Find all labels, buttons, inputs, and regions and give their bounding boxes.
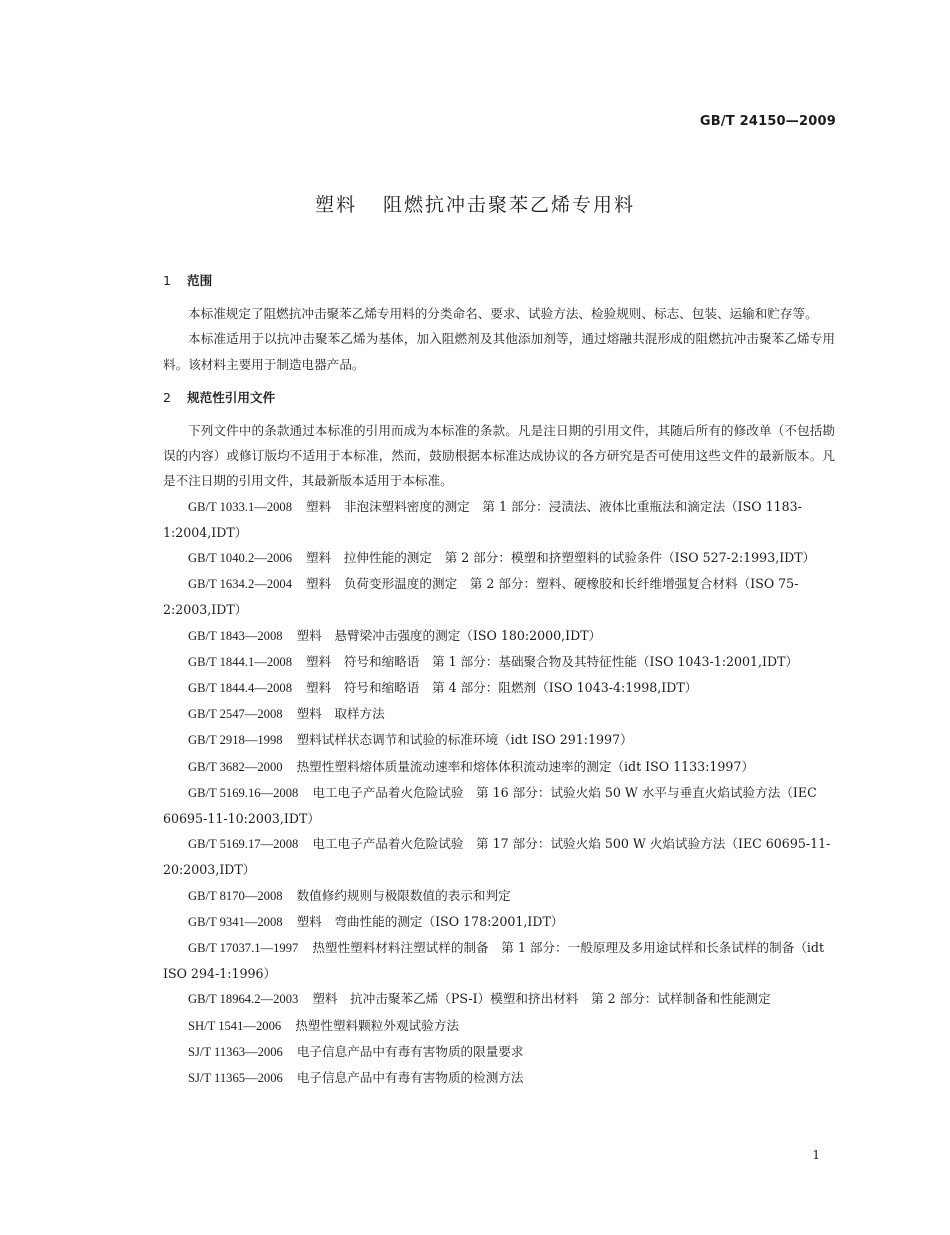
reference-item xyxy=(163,675,835,701)
reference-code: GB/T 1844.4—2008 xyxy=(188,681,293,696)
title-part-2: 阻燃抗冲击聚苯乙烯专用料 xyxy=(383,194,636,216)
reference-title: 塑料 弯曲性能的测定（ISO 178:2001,IDT） xyxy=(296,913,564,929)
reference-code: GB/T 5169.16—2008 xyxy=(188,785,299,800)
section-1-number: 1 xyxy=(163,273,172,288)
reference-item xyxy=(163,571,835,622)
title-part-1: 塑料 xyxy=(314,194,357,216)
reference-item xyxy=(163,701,835,727)
reference-title: 数值修约规则与极限数值的表示和判定 xyxy=(296,887,511,903)
reference-item xyxy=(163,1039,835,1065)
reference-code: GB/T 3682—2000 xyxy=(188,759,283,774)
document-body xyxy=(163,268,835,1091)
section-1-body xyxy=(163,301,835,377)
reference-item xyxy=(163,1013,835,1039)
reference-code: SJ/T 11365—2006 xyxy=(188,1071,283,1086)
reference-item xyxy=(163,935,835,986)
reference-item xyxy=(163,1065,835,1091)
standard-number: GB/T 24150—2009 xyxy=(699,114,836,129)
reference-title: 电工电子产品着火危险试验 第 17 部分：试验火焰 500 W 火焰试验方法（IEC 60695-11-20:2003,IDT） xyxy=(163,836,831,878)
section-2-intro: 下列文件中的条款通过本标准的引用而成为本标准的条款。凡是注日期的引用文件，其随后所有的修改单（不包括勘误的内容）或修订版均不适用于本标准，然而，鼓励根据本标准达成协议的各方研究是否可使用这些文件的最新版本。凡是不注日期的引用文件，其最新版本适用于本标准。 xyxy=(163,423,835,489)
reference-code: GB/T 9341—2008 xyxy=(188,914,283,929)
reference-item xyxy=(163,780,835,831)
section-2-title: 规范性引用文件 xyxy=(187,389,276,405)
reference-title: 电子信息产品中有毒有害物质的限量要求 xyxy=(296,1043,524,1059)
reference-code: GB/T 18964.2—2003 xyxy=(188,992,299,1007)
section-2-body xyxy=(163,418,835,1091)
reference-code: GB/T 1843—2008 xyxy=(188,628,283,643)
reference-code: GB/T 2547—2008 xyxy=(188,707,283,722)
reference-item xyxy=(163,754,835,780)
reference-code: SJ/T 11363—2006 xyxy=(188,1044,283,1059)
reference-title: 塑料 拉伸性能的测定 第 2 部分：模塑和挤塑塑料的试验条件（ISO 527-2:1993,IDT） xyxy=(306,550,816,566)
reference-title: 塑料 悬臂梁冲击强度的测定（ISO 180:2000,IDT） xyxy=(296,627,602,643)
section-1-paragraph: 本标准适用于以抗冲击聚苯乙烯为基体，加入阻燃剂及其他添加剂等，通过熔融共混形成的阻燃抗冲击聚苯乙烯专用料。该材料主要用于制造电器产品。 xyxy=(163,331,835,372)
reference-code: GB/T 1844.1—2008 xyxy=(188,654,293,669)
reference-code: SH/T 1541—2006 xyxy=(188,1018,282,1033)
reference-item xyxy=(163,909,835,935)
reference-item xyxy=(163,831,835,882)
section-1-paragraph: 本标准规定了阻燃抗冲击聚苯乙烯专用料的分类命名、要求、试验方法、检验规则、标志、包装、运输和贮存等。 xyxy=(188,306,818,322)
reference-title: 塑料 取样方法 xyxy=(296,706,385,722)
reference-item xyxy=(163,727,835,753)
document-title xyxy=(0,190,950,217)
reference-code: GB/T 8170—2008 xyxy=(188,888,283,903)
reference-code: GB/T 1634.2—2004 xyxy=(188,577,293,592)
reference-item xyxy=(163,494,835,545)
reference-item xyxy=(163,623,835,649)
section-2-number: 2 xyxy=(163,389,172,405)
reference-code: GB/T 1033.1—2008 xyxy=(188,499,293,514)
reference-title: 热塑性塑料材料注塑试样的制备 第 1 部分：一般原理及多用途试样和长条试样的制备（idt ISO 294-1:1996） xyxy=(163,940,825,982)
section-2-heading xyxy=(163,385,835,410)
reference-code: GB/T 2918—1998 xyxy=(188,733,283,748)
section-1-heading xyxy=(163,268,835,293)
reference-code: GB/T 1040.2—2006 xyxy=(188,551,293,566)
reference-item xyxy=(163,545,835,571)
reference-code: GB/T 5169.17—2008 xyxy=(188,837,299,852)
reference-title: 热塑性塑料熔体质量流动速率和熔体体积流动速率的测定（idt ISO 1133:1997） xyxy=(296,758,755,774)
reference-title: 电子信息产品中有毒有害物质的检测方法 xyxy=(296,1070,524,1086)
reference-title: 塑料 非泡沫塑料密度的测定 第 1 部分：浸渍法、液体比重瓶法和滴定法（ISO 1183-1:2004,IDT） xyxy=(163,498,802,540)
reference-title: 热塑性塑料颗粒外观试验方法 xyxy=(295,1017,459,1033)
reference-title: 塑料 负荷变形温度的测定 第 2 部分：塑料、硬橡胶和长纤维增强复合材料（ISO 75-2:2003,IDT） xyxy=(163,576,799,618)
reference-item xyxy=(163,649,835,675)
page-number: 1 xyxy=(812,1148,820,1162)
reference-title: 塑料试样状态调节和试验的标准环境（idt ISO 291:1997） xyxy=(296,732,633,748)
reference-title: 电工电子产品着火危险试验 第 16 部分：试验火焰 50 W 水平与垂直火焰试验方法（IEC 60695-11-10:2003,IDT） xyxy=(163,784,817,827)
reference-title: 塑料 符号和缩略语 第 1 部分：基础聚合物及其特征性能（ISO 1043-1:2001,IDT） xyxy=(306,653,799,669)
reference-item xyxy=(163,883,835,909)
reference-list xyxy=(163,494,835,1092)
reference-title: 塑料 符号和缩略语 第 4 部分：阻燃剂（ISO 1043-4:1998,IDT） xyxy=(306,680,698,696)
section-1-title: 范围 xyxy=(187,273,213,288)
reference-code: GB/T 17037.1—1997 xyxy=(188,941,299,956)
reference-item xyxy=(163,986,835,1012)
reference-title: 塑料 抗冲击聚苯乙烯（PS-I）模塑和挤出材料 第 2 部分：试样制备和性能测定 xyxy=(312,991,771,1007)
